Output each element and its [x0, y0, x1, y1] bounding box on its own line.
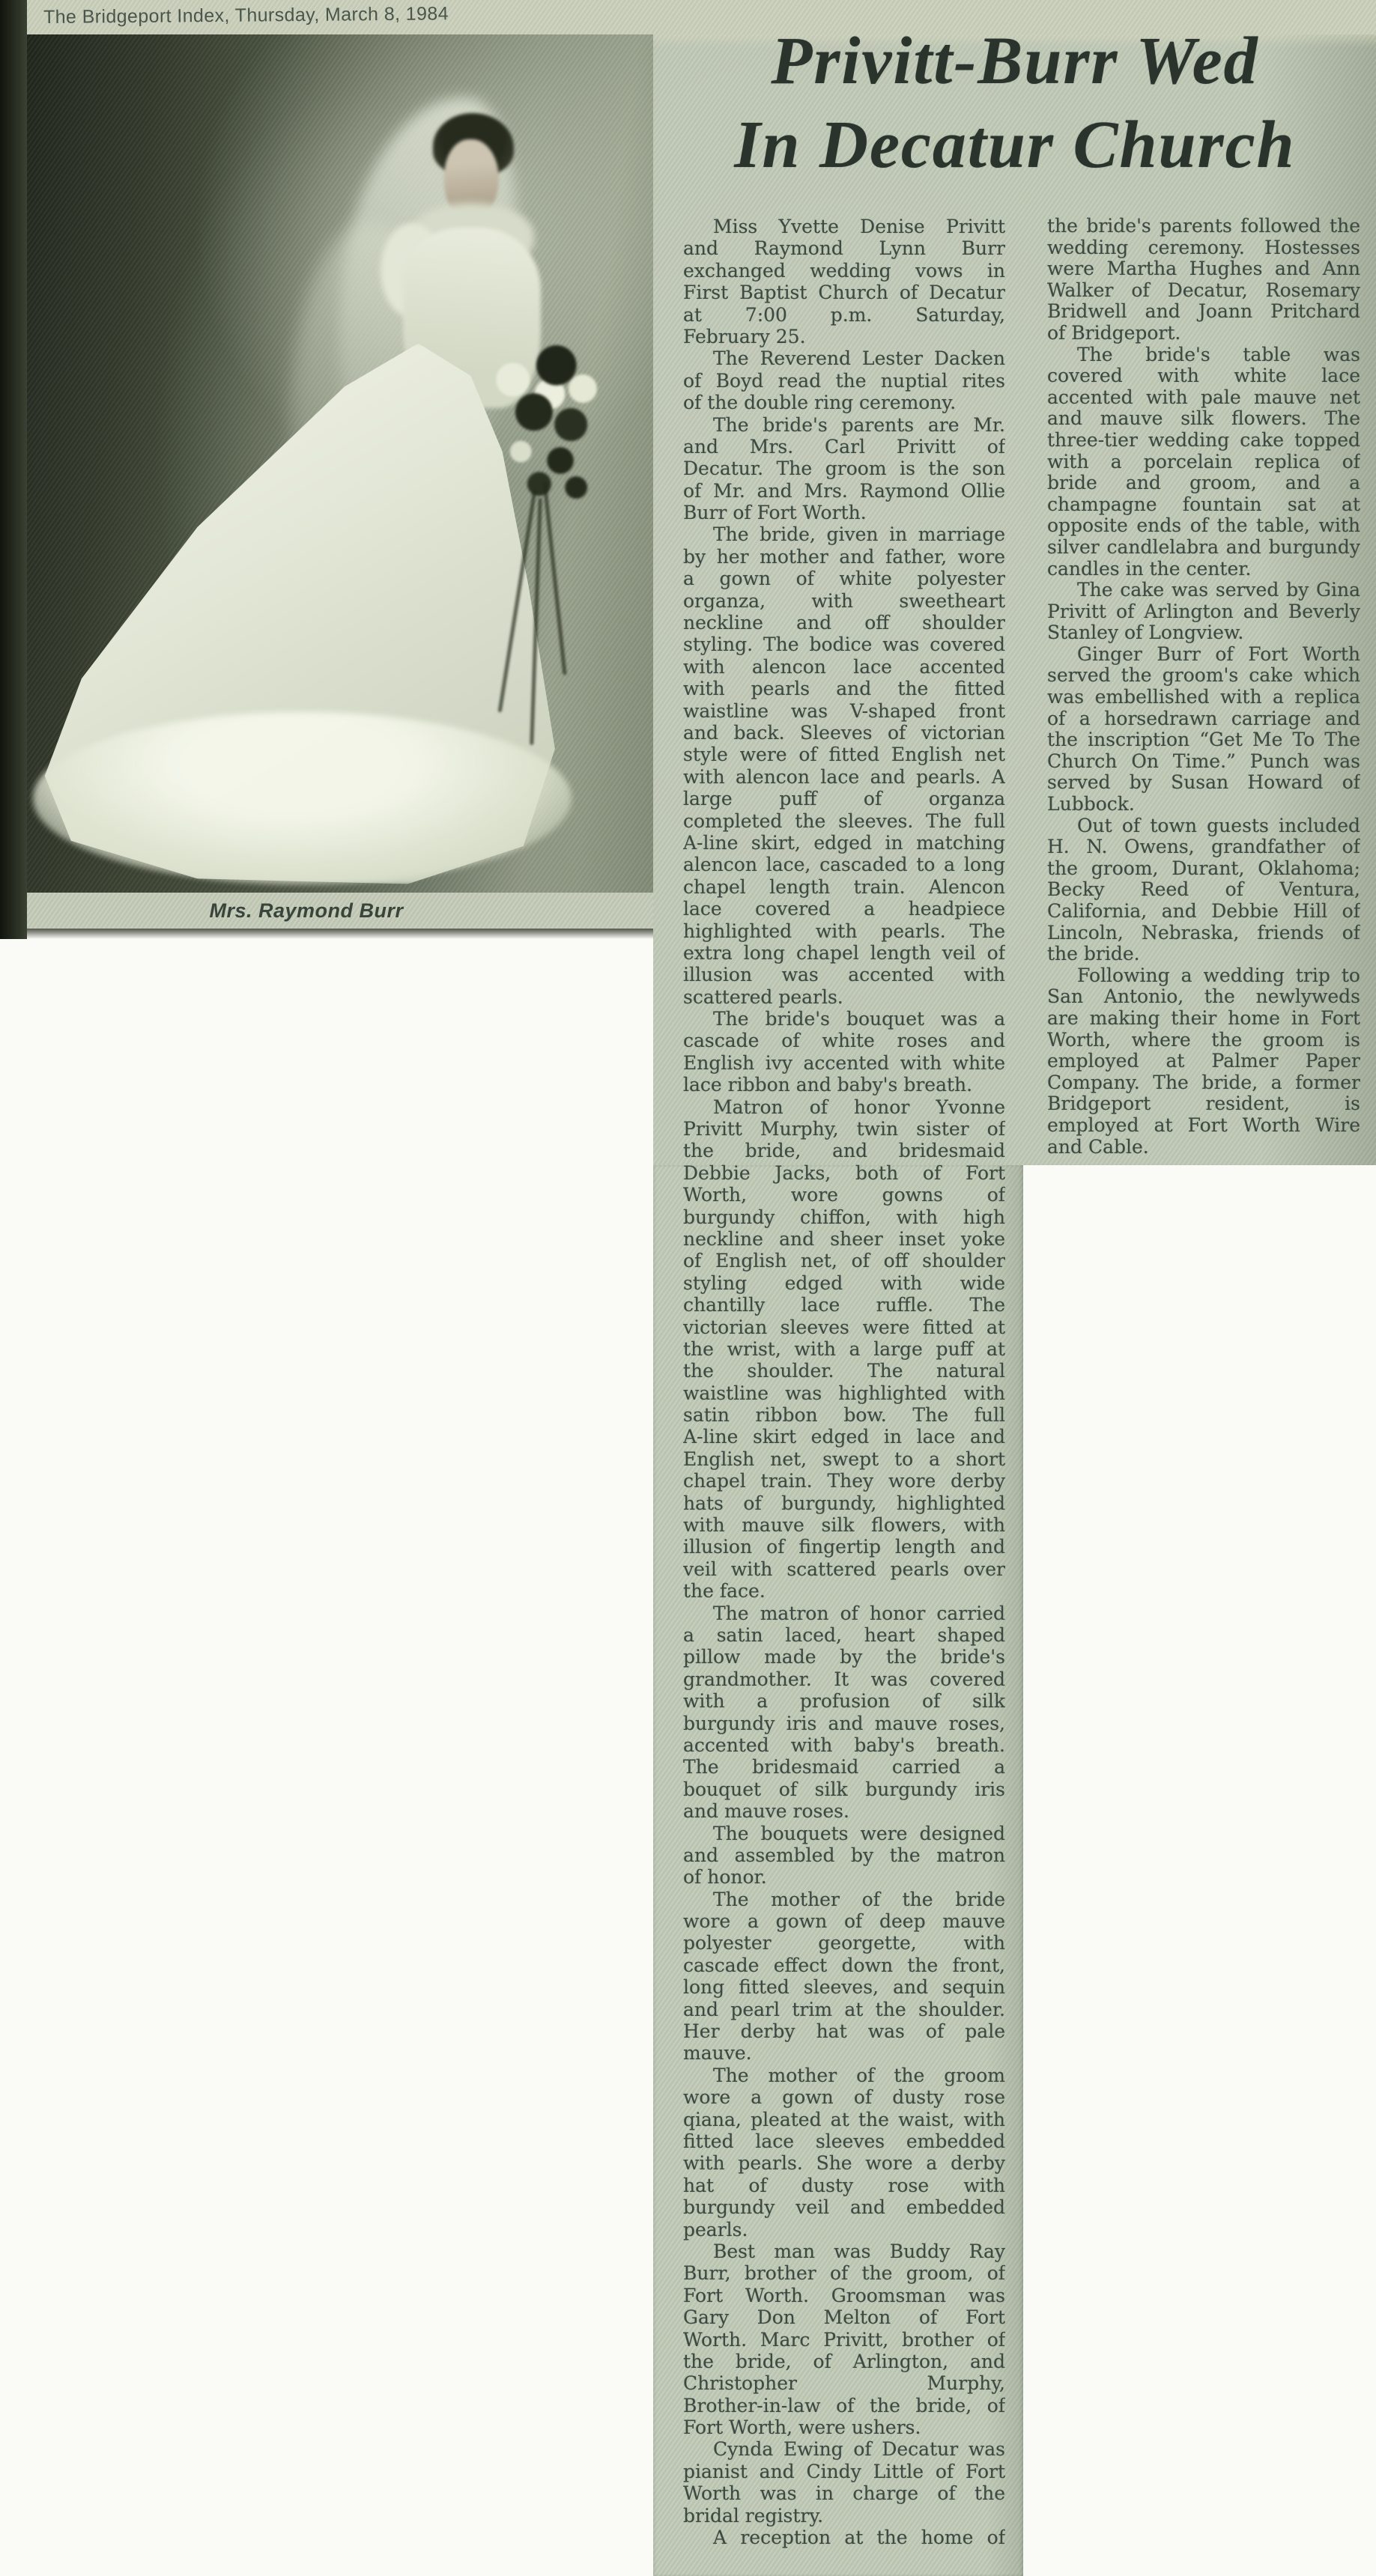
text-line: and pearl trim at the shoulder.: [683, 1998, 1005, 2020]
article-paragraph: [683, 347, 1005, 413]
text-line: are making their home in Fort: [1047, 1007, 1360, 1029]
text-line: waistline was highlighted with: [683, 1382, 1005, 1404]
article-paragraph: [683, 2438, 1005, 2527]
text-line: style were of fitted English net: [683, 744, 1005, 766]
text-line: long fitted sleeves, and sequin: [683, 1976, 1005, 1999]
text-line: of honor.: [683, 1866, 767, 1889]
headline-line-2: In Decatur Church: [734, 108, 1296, 182]
text-line: The Reverend Lester Dacken: [713, 347, 1005, 370]
photo-caption-text: Mrs. Raymond Burr: [209, 899, 404, 922]
book-spine-edge: [0, 0, 27, 939]
text-line: styling. The bodice was covered: [683, 634, 1005, 656]
text-line: lace covered a headpiece: [683, 898, 1005, 920]
text-line: illusion of fingertip length and: [683, 1536, 1005, 1558]
text-line: Company. The bride, a former: [1047, 1072, 1360, 1093]
text-line: covered with white lace: [1047, 365, 1360, 387]
text-line: burgundy veil and embedded: [683, 2196, 1005, 2219]
text-line: The mother of the groom: [713, 2064, 1005, 2086]
article-paragraph: [683, 1096, 1005, 1603]
text-line: and mauve silk flowers. The: [1047, 408, 1360, 430]
text-line: Worth, wore gowns of: [683, 1184, 1005, 1206]
text-line: a gown of white polyester: [683, 568, 1005, 590]
text-line: with pearls. She wore a derby: [683, 2152, 1005, 2175]
text-line: the groom, Durant, Oklahoma;: [1047, 857, 1360, 879]
text-line: Worth. Marc Privitt, brother of: [683, 2328, 1005, 2351]
text-line: employed at Fort Worth Wire: [1047, 1114, 1360, 1136]
text-line: Fort Worth. Groomsman was: [683, 2284, 1005, 2306]
article-paragraph: [1047, 965, 1360, 1158]
text-line: and Cable.: [1047, 1136, 1149, 1158]
text-line: San Antonio, the newlyweds: [1047, 986, 1360, 1008]
article-paragraph: [683, 523, 1005, 1008]
text-line: the wrist, with a large puff at: [683, 1337, 1005, 1360]
text-line: of a horsedrawn carriage and: [1047, 708, 1360, 729]
text-line: Bridwell and Joann Pritchard: [1047, 301, 1360, 323]
masthead-dateline: The Bridgeport Index, Thursday, March 8, 1984: [43, 3, 449, 28]
text-line: with pearls and the fitted: [683, 678, 1005, 700]
text-line: at 7:00 p.m. Saturday,: [683, 303, 1005, 326]
text-line: wedding ceremony. Hostesses: [1047, 237, 1360, 258]
text-line: of Boyd read the nuptial rites: [683, 369, 1005, 392]
text-line: The bridesmaid carried a: [683, 1756, 1005, 1778]
text-line: Becky Reed of Ventura,: [1047, 879, 1360, 901]
text-line: Worth, where the groom is: [1047, 1029, 1360, 1051]
article-paragraph: [683, 2065, 1005, 2241]
text-line: accented with pale mauve net: [1047, 386, 1360, 408]
text-line: opposite ends of the table, with: [1047, 515, 1360, 537]
gown-train-shape: [33, 712, 572, 884]
article-paragraph: [683, 1889, 1005, 2065]
text-line: neckline and off shoulder: [683, 612, 1005, 634]
text-line: cascade effect down the front,: [683, 1954, 1005, 1976]
article-paragraph: [1047, 216, 1360, 344]
text-line: Best man was Buddy Ray: [713, 2240, 1005, 2262]
text-line: Miss Yvette Denise Privitt: [713, 216, 1005, 237]
text-line: The bride's table was: [1077, 344, 1360, 365]
text-line: served the groom's cake which: [1047, 665, 1360, 687]
text-line: The bride's bouquet was a: [713, 1008, 1005, 1030]
text-line: completed the sleeves. The full: [683, 809, 1005, 832]
text-line: with mauve silk flowers, with: [683, 1514, 1005, 1537]
text-line: of Bridgeport.: [1047, 322, 1181, 344]
article-paragraph: [1047, 580, 1360, 644]
text-line: the bride's parents followed the: [1047, 216, 1360, 237]
text-line: Fort Worth, were ushers.: [683, 2416, 921, 2439]
text-line: and assembled by the matron: [683, 1844, 1005, 1866]
text-line: the face.: [683, 1580, 766, 1603]
clipping-edge-shadow: [0, 929, 653, 939]
text-line: A-line skirt, edged in matching: [683, 831, 1005, 854]
text-line: burgundy iris and mauve roses,: [683, 1712, 1005, 1734]
text-line: wore a gown of deep mauve: [683, 1910, 1005, 1933]
text-line: Ginger Burr of Fort Worth: [1077, 643, 1360, 665]
text-line: a satin laced, heart shaped: [683, 1624, 1005, 1646]
text-line: Christopher Murphy,: [683, 2372, 1005, 2395]
text-line: the inscription “Get Me To The: [1047, 729, 1360, 751]
text-line: by her mother and father, wore: [683, 545, 1005, 568]
text-line: bouquet of silk burgundy iris: [683, 1778, 1005, 1800]
text-line: Out of town guests included: [1077, 815, 1360, 836]
text-line: First Baptist Church of Decatur: [683, 282, 1005, 304]
text-line: Bridgeport resident, is: [1047, 1093, 1360, 1115]
text-line: illusion was accented with: [683, 964, 1005, 986]
text-line: waistline was V-shaped front: [683, 699, 1005, 722]
text-line: with alencon lace and pearls. A: [683, 765, 1005, 788]
text-line: silver candlelabra and burgundy: [1047, 536, 1360, 558]
text-line: The bride, given in marriage: [713, 523, 1005, 546]
text-line: The cake was served by Gina: [1077, 580, 1360, 601]
text-line: California, and Debbie Hill of: [1047, 901, 1360, 922]
article-column-1: [683, 216, 1005, 2567]
text-line: three-tier wedding cake topped: [1047, 429, 1360, 451]
text-line: Walker of Decatur, Rosemary: [1047, 279, 1360, 301]
text-line: employed at Palmer Paper: [1047, 1051, 1360, 1072]
text-line: The bride's parents are Mr.: [713, 413, 1005, 436]
text-line: Brother-in-law of the bride, of: [683, 2394, 1005, 2416]
text-line: English net, swept to a short: [683, 1448, 1005, 1470]
text-line: bride and groom, and a: [1047, 473, 1360, 494]
text-line: the shoulder. The natural: [683, 1360, 1005, 1382]
text-line: exchanged wedding vows in: [683, 259, 1005, 282]
article-paragraph: [683, 2527, 1005, 2548]
text-line: chapel train. They wore derby: [683, 1470, 1005, 1492]
bridal-bouquet-shape: [484, 344, 616, 524]
text-line: H. N. Owens, grandfather of: [1047, 836, 1360, 858]
article-paragraph: [683, 1008, 1005, 1096]
text-line: Gary Don Melton of Fort: [683, 2306, 1005, 2329]
text-line: the bride, and bridesmaid: [683, 1140, 1005, 1162]
text-line: Her derby hat was of pale: [683, 2020, 1005, 2043]
text-line: and Mrs. Carl Privitt of: [683, 435, 1005, 458]
text-line: Matron of honor Yvonne: [713, 1096, 1005, 1118]
text-line: pianist and Cindy Little of Fort: [683, 2460, 1005, 2482]
article-paragraph: [683, 1603, 1005, 1823]
text-line: cascade of white roses and: [683, 1030, 1005, 1052]
text-line: and mauve roses.: [683, 1800, 849, 1823]
article-paragraph: [1047, 644, 1360, 815]
headline-line-1: Privitt-Burr Wed: [771, 24, 1259, 98]
text-line: with a porcelain replica of: [1047, 451, 1360, 473]
text-line: Debbie Jacks, both of Fort: [683, 1161, 1005, 1184]
text-line: veil with scattered pearls over: [683, 1558, 1005, 1580]
text-line: and Raymond Lynn Burr: [683, 237, 1005, 260]
article-paragraph: [683, 1823, 1005, 1889]
text-line: extra long chapel length veil of: [683, 941, 1005, 964]
text-line: Worth was in charge of the: [683, 2482, 1005, 2505]
text-line: qiana, pleated at the waist, with: [683, 2108, 1005, 2130]
text-line: scattered pearls.: [683, 985, 843, 1008]
text-line: pillow made by the bride's: [683, 1646, 1005, 1668]
text-line: with alencon lace accented: [683, 655, 1005, 678]
text-line: grandmother. It was covered: [683, 1668, 1005, 1690]
text-line: Privitt Murphy, twin sister of: [683, 1118, 1005, 1140]
article-paragraph: [1047, 344, 1360, 580]
article-headline: [659, 19, 1371, 187]
article-paragraph: [683, 216, 1005, 347]
text-line: Following a wedding trip to: [1077, 965, 1360, 986]
text-line: victorian sleeves were fitted at: [683, 1316, 1005, 1338]
text-line: burgundy chiffon, with high: [683, 1206, 1005, 1228]
text-line: Cynda Ewing of Decatur was: [713, 2438, 1005, 2461]
text-line: Decatur. The groom is the son: [683, 458, 1005, 480]
text-line: hats of burgundy, highlighted: [683, 1492, 1005, 1514]
text-line: and back. Sleeves of victorian: [683, 721, 1005, 744]
text-line: Stanley of Longview.: [1047, 622, 1244, 644]
text-line: Privitt of Arlington and Beverly: [1047, 601, 1360, 622]
text-line: A-line skirt edged in lace and: [683, 1426, 1005, 1448]
text-line: The bouquets were designed: [713, 1822, 1005, 1844]
text-line: organza, with sweetheart: [683, 589, 1005, 612]
text-line: neckline and sheer inset yoke: [683, 1227, 1005, 1250]
text-line: chantilly lace ruffle. The: [683, 1294, 1005, 1316]
text-line: bridal registry.: [683, 2504, 824, 2527]
text-line: candles in the center.: [1047, 558, 1252, 580]
text-line: chapel length train. Alencon: [683, 875, 1005, 898]
text-line: mauve.: [683, 2042, 752, 2065]
text-line: Lincoln, Nebraska, friends of: [1047, 922, 1360, 944]
text-line: of the double ring ceremony.: [683, 392, 957, 414]
text-line: of Mr. and Mrs. Raymond Ollie: [683, 479, 1005, 502]
article-column-2: [1047, 216, 1360, 1161]
text-line: alencon lace, cascaded to a long: [683, 854, 1005, 876]
text-line: with a profusion of silk: [683, 1690, 1005, 1713]
article-paragraph: [683, 2241, 1005, 2439]
text-line: A reception at the home of: [713, 2527, 1005, 2549]
text-line: Lubbock.: [1047, 794, 1135, 815]
text-line: polyester georgette, with: [683, 1932, 1005, 1954]
text-line: champagne fountain sat at: [1047, 493, 1360, 515]
text-line: served by Susan Howard of: [1047, 772, 1360, 794]
text-line: The mother of the bride: [713, 1888, 1005, 1910]
text-line: the bride, of Arlington, and: [683, 2350, 1005, 2372]
bride-portrait-photo: [27, 34, 653, 893]
text-line: wore a gown of dusty rose: [683, 2086, 1005, 2109]
article-paragraph: [683, 414, 1005, 524]
article-paragraph: [1047, 815, 1360, 965]
text-line: The matron of honor carried: [713, 1602, 1005, 1624]
text-line: was embellished with a replica: [1047, 687, 1360, 708]
text-line: pearls.: [683, 2218, 748, 2241]
text-line: hat of dusty rose with: [683, 2174, 1005, 2196]
text-line: large puff of organza: [683, 788, 1005, 810]
text-line: satin ribbon bow. The full: [683, 1404, 1005, 1427]
text-line: fitted lace sleeves embedded: [683, 2130, 1005, 2152]
text-line: Church On Time.” Punch was: [1047, 750, 1360, 772]
photo-caption: [27, 893, 653, 929]
text-line: February 25.: [683, 325, 806, 347]
text-line: the bride.: [1047, 944, 1140, 965]
text-line: styling edged with wide: [683, 1272, 1005, 1294]
text-line: Burr of Fort Worth.: [683, 502, 867, 524]
text-line: Burr, brother of the groom, of: [683, 2262, 1005, 2285]
text-line: accented with baby's breath.: [683, 1734, 1005, 1756]
text-line: lace ribbon and baby's breath.: [683, 1074, 973, 1096]
text-line: English ivy accented with white: [683, 1051, 1005, 1074]
text-line: of English net, of off shoulder: [683, 1250, 1005, 1272]
text-line: were Martha Hughes and Ann: [1047, 258, 1360, 280]
text-line: highlighted with pearls. The: [683, 920, 1005, 942]
